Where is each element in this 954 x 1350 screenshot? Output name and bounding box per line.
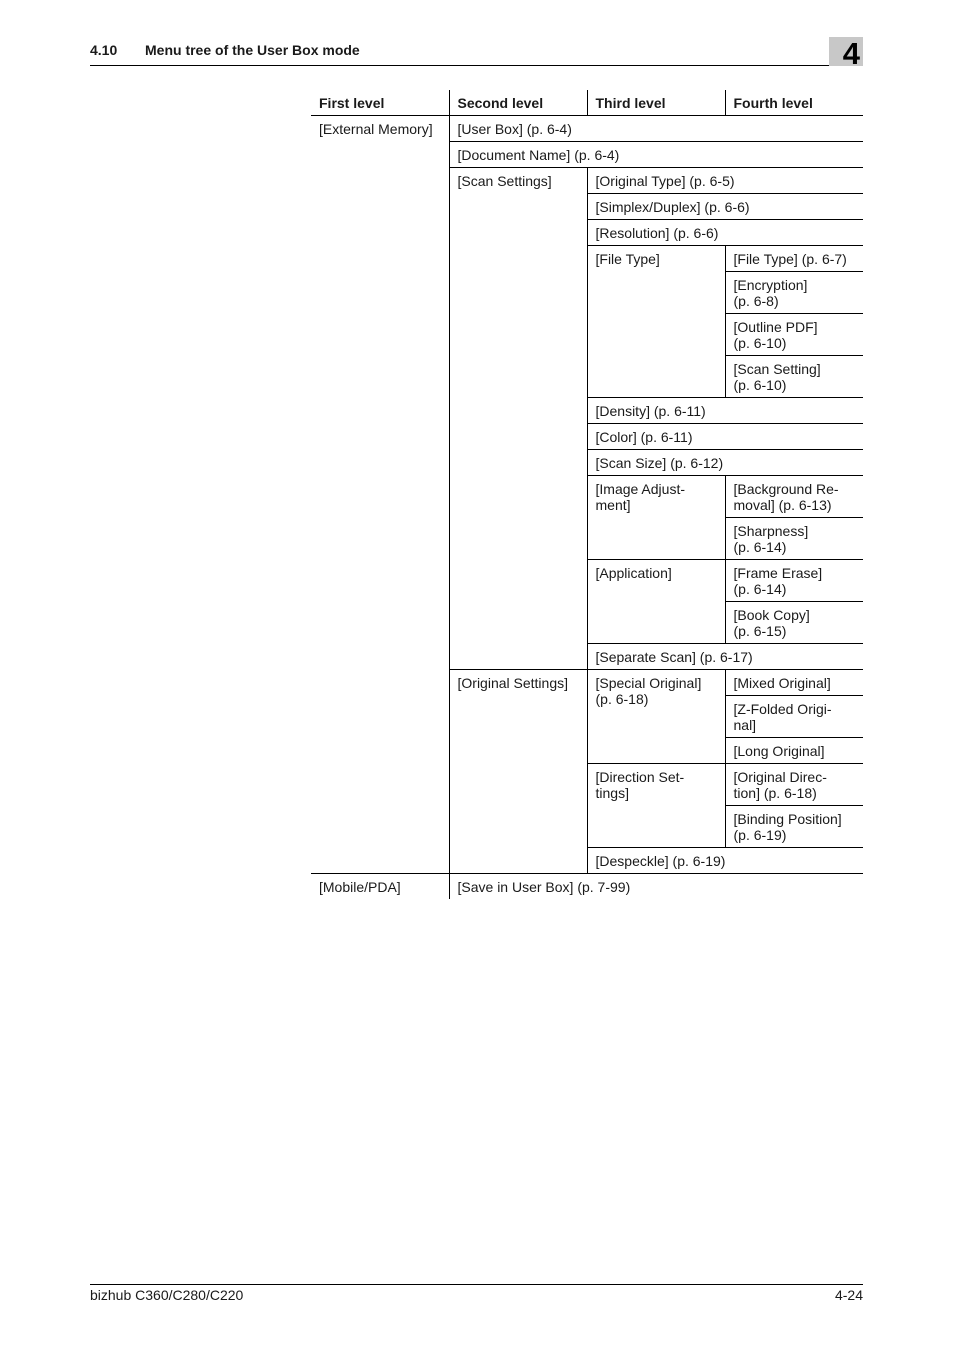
image-adjustment-line-2: ment] [595,497,631,513]
cell-user-box: [User Box] (p. 6-4) [449,116,863,142]
cell-despeckle: [Despeckle] (p. 6-19) [587,848,863,874]
cell-mobile-pda: [Mobile/PDA] [319,879,401,895]
encryption-label: [Encryption] [733,277,808,293]
cell-binding-position [725,806,863,848]
encryption-page-ref: (p. 6-8) [733,293,779,309]
frame-erase-label: [Frame Erase] [733,565,823,581]
cell-encryption [725,272,863,314]
table-row [311,116,863,142]
cell-application: [Application] [587,560,725,644]
cell-file-type: [File Type] [587,246,725,398]
image-adjustment-line-1: [Image Adjust- [595,481,685,497]
cell-sharpness [725,518,863,560]
book-copy-page-ref: (p. 6-15) [733,623,787,639]
column-header-first-level: First level [311,90,449,116]
cell-book-copy [725,602,863,644]
outline-pdf-page-ref: (p. 6-10) [733,335,787,351]
special-original-label: [Special Original] [595,675,702,691]
cell-background-removal [725,476,863,518]
table-row [311,874,863,900]
direction-settings-line-1: [Direction Set- [595,769,685,785]
background-removal-line-2: moval] (p. 6-13) [733,497,832,513]
background-removal-line-1: [Background Re- [733,481,839,497]
cell-file-type-page: [File Type] (p. 6-7) [725,246,863,272]
section-number: 4.10 [90,42,118,58]
binding-position-page-ref: (p. 6-19) [733,827,787,843]
cell-scan-settings: [Scan Settings] [449,168,587,670]
binding-position-label: [Binding Position] [733,811,842,827]
cell-frame-erase [725,560,863,602]
cell-mixed-original: [Mixed Original] [725,670,863,696]
direction-settings-line-2: tings] [595,785,629,801]
z-folded-line-1: [Z-Folded Origi- [733,701,832,717]
sharpness-page-ref: (p. 6-14) [733,539,787,555]
sharpness-label: [Sharpness] [733,523,809,539]
cell-direction-settings [587,764,725,848]
menu-tree-table [311,90,863,899]
cell-original-settings: [Original Settings] [449,670,587,874]
z-folded-line-2: nal] [733,717,757,733]
scan-setting-label: [Scan Setting] [733,361,821,377]
cell-simplex-duplex: [Simplex/Duplex] (p. 6-6) [587,194,863,220]
cell-resolution: [Resolution] (p. 6-6) [587,220,863,246]
footer-page-number: 4-24 [834,1287,863,1303]
cell-document-name: [Document Name] (p. 6-4) [449,142,863,168]
cell-special-original [587,670,725,764]
column-header-fourth-level: Fourth level [725,90,863,116]
cell-scan-setting [725,356,863,398]
original-direction-line-1: [Original Direc- [733,769,827,785]
special-original-page-ref: (p. 6-18) [595,691,649,707]
cell-outline-pdf [725,314,863,356]
cell-color: [Color] (p. 6-11) [587,424,863,450]
cell-image-adjustment [587,476,725,560]
original-direction-line-2: tion] (p. 6-18) [733,785,817,801]
cell-long-original: [Long Original] [725,738,863,764]
cell-z-folded-original [725,696,863,738]
cell-density: [Density] (p. 6-11) [587,398,863,424]
footer-product-name: bizhub C360/C280/C220 [90,1287,244,1303]
cell-scan-size: [Scan Size] (p. 6-12) [587,450,863,476]
frame-erase-page-ref: (p. 6-14) [733,581,787,597]
column-header-third-level: Third level [587,90,725,116]
chapter-tab [829,36,863,71]
header-row [311,90,863,116]
scan-setting-page-ref: (p. 6-10) [733,377,787,393]
cell-external-memory: [External Memory] [311,116,449,874]
footer-divider [90,1284,863,1285]
section-title: Menu tree of the User Box mode [145,42,360,58]
cell-original-direction [725,764,863,806]
outline-pdf-label: [Outline PDF] [733,319,818,335]
cell-original-type: [Original Type] (p. 6-5) [587,168,863,194]
column-header-second-level: Second level [449,90,587,116]
cell-separate-scan: [Separate Scan] (p. 6-17) [587,644,863,670]
header-divider [90,65,863,66]
cell-save-in-user-box: [Save in User Box] (p. 7-99) [449,874,863,900]
book-copy-label: [Book Copy] [733,607,810,623]
chapter-number: 4 [842,36,860,71]
